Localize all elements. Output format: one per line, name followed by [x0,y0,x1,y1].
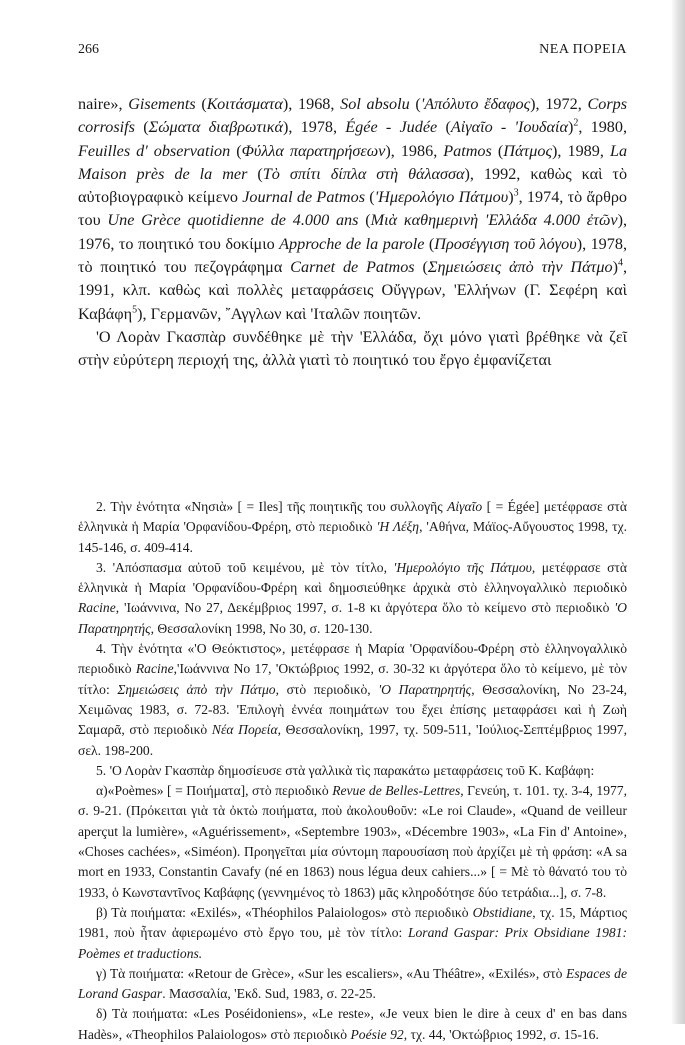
italic-title: Αἰγαῖο - 'Ιουδαία [450,118,568,137]
text-run: ( [365,188,375,207]
italic-title: Νέα Πορεία [211,722,278,738]
text-run: 2. Τὴν ἑνότητα «Νησιὰ» [ = Iles] τῆς ποιητικῆς του συλλογῆς [96,499,448,514]
footnote-5: 5. 'Ο Λορὰν Γκασπὰρ δημοσίευσε στὰ γαλλικὰ τὶς παρακάτω μεταφράσεις τοῦ Κ. Καβάφη: [96,762,595,778]
italic-title: Φύλλα παρατηρήσεων [241,141,386,160]
text-run: , στὸ περιοδικὸ, [275,681,379,697]
text-run: ), 1968, [282,95,341,113]
text-run: α)«Poèmes» [ = Ποιήματα], στὸ περιοδικὸ [96,783,333,799]
italic-title: Κοιτάσματα [206,95,283,113]
footnote-5-item-c [78,964,627,1005]
text-run: ( [409,95,421,113]
italic-title: La Maison près de la mer [78,141,628,183]
italic-title: Αἰγαῖο [447,499,483,514]
footnote-5-item-d [78,1004,627,1045]
running-head: ΝΕΑ ΠΟΡΕΙΑ [539,42,627,57]
footnote-ref: 2 [573,117,579,129]
text-run: ), 1978, [282,118,346,137]
text-run: ( [424,234,435,253]
text-run: 4. Τὴν ἑνότητα «'Ο Θεόκτιστος», μετέφρασε ἡ Μαρία 'Ορφανίδου-Φρέρη στὸ ἑλληνογαλλικὸ περιοδικὸ [78,641,627,677]
italic-title: Racine [135,661,174,677]
text-run: ), 1992, καθὼς καὶ τὸ αὐτοβιογραφικὸ κείμενο [78,164,628,207]
text-run: , 1991, κλπ. καθὼς καὶ πολλὲς μεταφράσεις Οὔγγρων, 'Ελλήνων (Γ. Σεφέρη καὶ Καβάφη [78,258,628,323]
italic-title: Obstidiane [472,904,533,920]
italic-title: Revue de Belles-Lettres [332,783,461,799]
italic-title: Racine [78,600,116,616]
footnote-2 [78,497,627,558]
text-run: ), Γερμανῶν, ῎Αγγλων καὶ 'Ιταλῶν ποιητῶν. [137,304,422,323]
text-run: , Θεσσαλονίκη, Νο 23-24, Χειμῶνας 1983, σ. 72-83. 'Επιλογὴ ἐννέα ποιημάτων του ἔχει ἐπίσης μεταφράσει καὶ ἡ Ζωὴ Σαμαρᾶ, στὸ περιοδικὸ [78,681,627,738]
italic-title: Πάτμος [503,141,553,160]
page-header [78,42,627,64]
text-run: , 1980, [578,118,628,137]
italic-title: Τὸ σπίτι δίπλα στὴ θάλασσα [262,164,465,183]
italic-title: Espaces de Lorand Gaspar [78,965,627,1002]
text-run: δ) Τὰ ποιήματα: «Les Poséidoniens», «Le reste», «Je veux bien le dire à ceux d' en bas dans Hadès», «Theophilos Palaiologos» στὸ περιοδικὸ [78,1006,627,1042]
text-run: γ) Τὰ ποιήματα: «Retour de Grèce», «Sur les escaliers», «Au Théâtre», «Exilés», στὸ [96,965,567,981]
italic-title: Σημειώσεις ἀπὸ τὴν Πάτμο [427,258,613,277]
page-number: 266 [78,42,99,57]
italic-title: 'Ο Παρατηρητής [378,681,472,697]
footnote-5-item-b [78,903,627,964]
text-run: ), 1978, τὸ ποιητικό του πεζογράφημα [78,234,628,277]
italic-title: Approche de la parole [279,234,425,253]
italic-title: 'Απόλυτο ἔδαφος [420,95,531,113]
footnote-ref: 4 [617,257,623,269]
footnote-4 [78,639,627,761]
paragraph-works-list [78,93,627,326]
italic-title: Gisements [128,95,196,113]
text-run: ( [437,118,451,137]
text-run: , τχ. 44, 'Οκτώβριος 1992, σ. 15-16. [403,1026,599,1042]
text-run: ), 1986, [385,141,444,160]
italic-title: Feuilles d' observation [78,141,231,160]
italic-title: Lorand Gaspar: Prix Obsidiane 1981: Poèmes et traductions. [78,925,627,961]
text-run: ) [508,188,514,207]
italic-title: Carnet de Patmos [290,258,415,277]
text-run: 3. 'Απόσπασμα αὐτοῦ τοῦ κειμένου, μὲ τὸν τίτλο, [96,559,394,575]
text-run: , Γενεύη, τ. 101. τχ. 3-4, 1977, σ. 9-21. (Πρόκειται γιὰ τὰ ὀκτὼ ποιήματα, ποὺ ἀκολουθοῦν: «Le roi Claude», «Quand de veilleur aperçut la lumière», «Aguérissement», «Septembre 1903», «Décembre 1903», «La Fin d' Antoine», «Choses cachées», «Siméon). Προηγεῖται μία σύντομη παρουσίαση ποὺ ἀρχίζει μὲ τὴ φράση: «A sa mort en 1933, Constantin Cavafy (né en 1863) nous légua deux cahiers...» [ = Μὲ τὸ θάνατό του τὸ 1933, ὁ Κωνσταντῖνος Καβάφης (γεννημένος τὸ 1863) μᾶς κληροδότησε δύο τετράδια...], σ. 7-8. [78,783,627,900]
text-run: ), 1976, το ποιητικό του δοκίμιο [78,211,628,253]
text-run: ( [230,141,242,160]
italic-title: Corps corrosifs [78,95,628,137]
footnotes [78,497,627,1045]
text-run: , 'Αθήνα, Μάϊος-Αὔγουστος 1998, τχ. 145-146, σ. 409-414. [78,519,627,555]
text-run: [ = Égée] μετέφρασε στὰ ἑλληνικὰ ἡ Μαρία 'Ορφανίδου-Φρέρη, στὸ περιοδικὸ [78,499,627,535]
page-edge-shadow [671,0,685,1024]
text-run: , Θεσσαλονίκη 1998, Νο 30, σ. 120-130. [150,620,373,636]
footnote-ref: 5 [132,304,138,316]
text-run: , μετέφρασε στὰ ἑλληνικὰ ἡ Μαρία 'Ορφανίδου-Φρέρη καὶ δημοσιεύθηκε ἀρχικὰ στὸ ἑλληνογαλλικὸ περιοδικὸ [78,559,627,596]
footnote-ref: 3 [513,187,519,199]
italic-title: 'Ημερολόγιο Πάτμου [374,188,509,207]
italic-title: 'Ημερολόγιο τῆς Πάτμου [393,559,532,575]
italic-title: Σώματα διαβρωτικά [148,118,283,137]
text-run: . Μασσαλία, 'Εκδ. Sud, 1983, σ. 22-25. [162,986,376,1002]
italic-title: 'Η Λέξη [376,519,420,535]
paragraph-greece-connection: 'Ο Λορὰν Γκασπὰρ συνδέθηκε μὲ τὴν 'Ελλάδα, ὄχι μόνο γιατὶ βρέθηκε νὰ ζεῖ στὴν εὐρύτερη περιοχή της, ἀλλὰ γιατὶ τὸ ποιητικό του ἔργο ἐμφανίζεται [78,327,627,370]
main-text [78,93,627,373]
italic-title: Une Grèce quotidienne de 4.000 ans [107,211,359,230]
italic-title: Μιὰ καθημερινὴ 'Ελλάδα 4.000 ἐτῶν [370,211,618,230]
italic-title: Προσέγγιση τοῦ λόγου [434,234,577,253]
italic-title: 'Ο Παρατηρητής [78,600,627,636]
italic-title: Sol absolu [340,95,410,113]
text-run: ( [195,95,207,113]
text-run: ( [414,258,428,277]
text-run: ), 1989, [552,141,610,160]
text-run: ) [612,258,618,277]
text-run: ), 1972, [530,95,588,113]
text-run: naire», [78,95,129,113]
italic-title: Patmos [443,141,492,160]
text-run: , 1974, τὸ ἄρθρο του [78,188,628,230]
text-run: , τχ. 15, Μάρτιος 1981, ποὺ ἦταν ἀφιερωμένο στὸ ἔργο του, μὲ τὸν τίτλο: [78,904,628,941]
text-run: ( [247,164,263,183]
footnote-3 [78,558,627,639]
text-run: ( [358,211,371,230]
text-run: ( [134,118,149,137]
text-run: ) [567,118,574,137]
italic-title: Poésie 92 [350,1026,404,1042]
italic-title: Σημειώσεις ἀπὸ τὴν Πάτμο [117,681,276,697]
italic-title: Égée - Judée [345,118,438,137]
italic-title: Journal de Patmos [242,188,365,207]
text-run: ( [491,141,504,160]
text-run: , Θεσσαλονίκη, 1997, τχ. 509-511, 'Ιούλιος-Σεπτέμβριος 1997, σελ. 198-200. [78,722,627,758]
footnote-5-item-a [78,781,627,903]
text-run: ,'Ιωάννινα Νο 17, 'Οκτώβριος 1992, σ. 30-32 κι ἀργότερα ὅλο τὸ κείμενο, μὲ τὸν τίτλο: [78,661,628,697]
text-run: β) Τὰ ποιήματα: «Exilés», «Théophilos Palaiologos» στὸ περιοδικὸ [96,904,473,920]
text-run: , 'Ιωάννινα, Νο 27, Δεκέμβριος 1997, σ. 1-8 κι ἀργότερα ὅλο τὸ κείμενο στὸ περιοδικὸ [115,600,615,616]
